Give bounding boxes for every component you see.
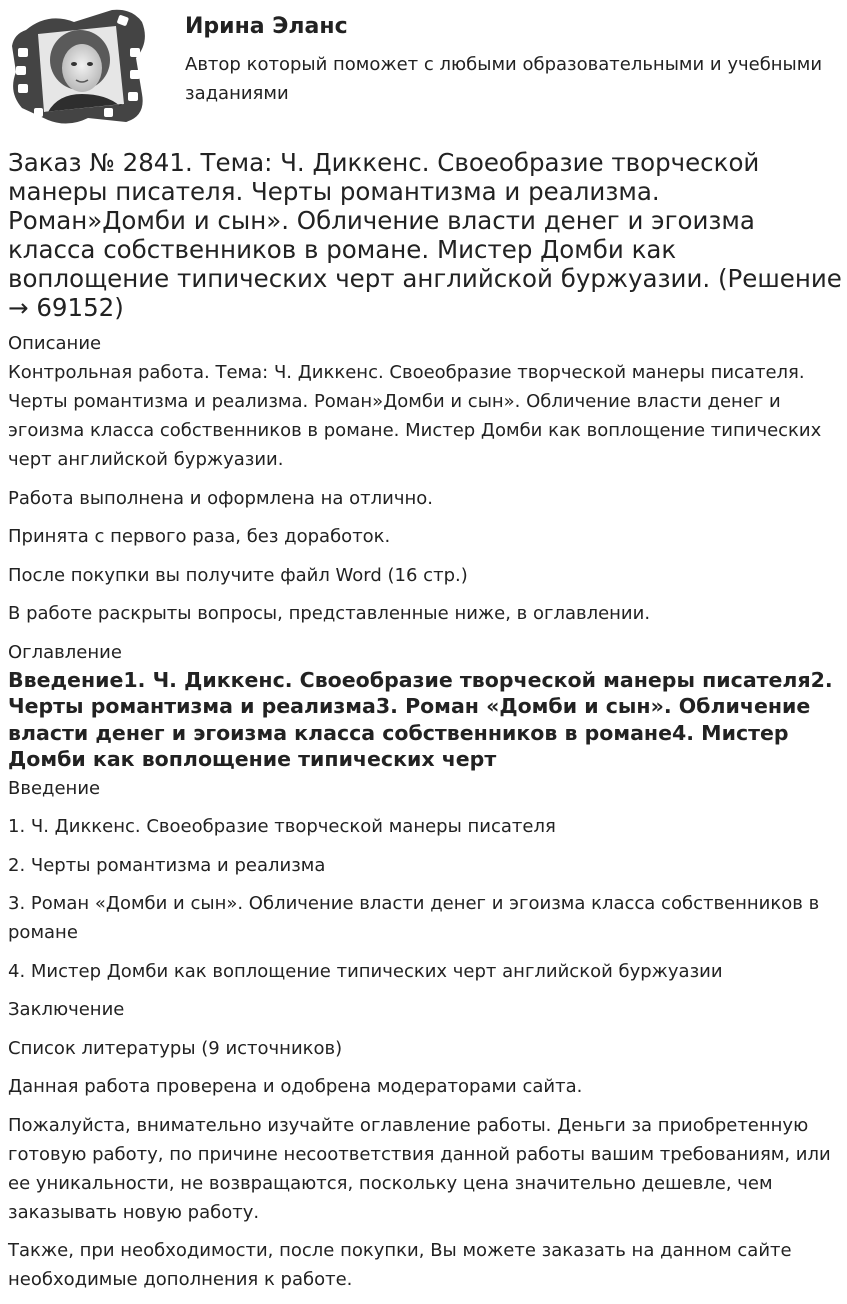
moderation-note: Данная работа проверена и одобрена модераторами сайта. [8, 1076, 583, 1097]
order-content [8, 148, 844, 1304]
toc-item: 3. Роман «Домби и сын». Обличение власти денег и эгоизма класса собственников в романе [8, 893, 820, 943]
order-title: Заказ № 2841. Тема: Ч. Диккенс. Своеобразие творческой манеры писателя. Черты романтизма и реализма. Роман»Домби и сын». Обличение власти денег и эгоизма класса собственников в романе. Мистер Домби как воплощение типических черт английской буржуазии. (Решение → 69152) [8, 148, 842, 322]
note-quality: Работа выполнена и оформлена на отлично. [8, 487, 434, 509]
toc-item: 2. Черты романтизма и реализма [8, 854, 326, 876]
author-description: Автор который поможет с любыми образовательными и учебными заданиями [185, 54, 823, 104]
author-avatar [8, 8, 150, 128]
toc-summary: Введение1. Ч. Диккенс. Своеобразие творческой манеры писателя2. Черты романтизма и реализма3. Роман «Домби и сын». Обличение власти денег и эгоизма класса собственников в романе4. Мистер Домби как воплощение типических черт [8, 667, 833, 771]
description-label: Описание [8, 333, 102, 354]
author-card [0, 0, 847, 140]
author-name: Ирина Эланс [185, 14, 348, 39]
toc-item: 4. Мистер Домби как воплощение типических черт английской буржуазии [8, 960, 723, 982]
refund-note: Пожалуйста, внимательно изучайте оглавление работы. Деньги за приобретенную готовую работу, по причине несоответствия данной работы вашим требованиям, или ее уникальности, не возвращаются, поскольку цена значительно дешевле, чем заказывать новую работу. [8, 1114, 831, 1223]
toc-item: Введение [8, 777, 101, 799]
note-file: После покупки вы получите файл Word (16 стр.) [8, 564, 468, 586]
toc-item: 1. Ч. Диккенс. Своеобразие творческой манеры писателя [8, 816, 556, 837]
toc-item: Список литературы (9 источников) [8, 1037, 343, 1059]
toc-item: Заключение [8, 999, 125, 1020]
note-toc: В работе раскрыты вопросы, представленные ниже, в оглавлении. [8, 603, 651, 624]
toc-label: Оглавление [8, 641, 122, 663]
additions-note: Также, при необходимости, после покупки, Вы можете заказать на данном сайте необходимые дополнения к работе. [8, 1240, 792, 1290]
note-accepted: Принята с первого раза, без доработок. [8, 526, 391, 547]
description-text: Контрольная работа. Тема: Ч. Диккенс. Своеобразие творческой манеры писателя. Черты романтизма и реализма. Роман»Домби и сын». Обличение власти денег и эгоизма класса собственников в романе. Мистер Домби как воплощение типических черт английской буржуазии. [8, 362, 822, 470]
